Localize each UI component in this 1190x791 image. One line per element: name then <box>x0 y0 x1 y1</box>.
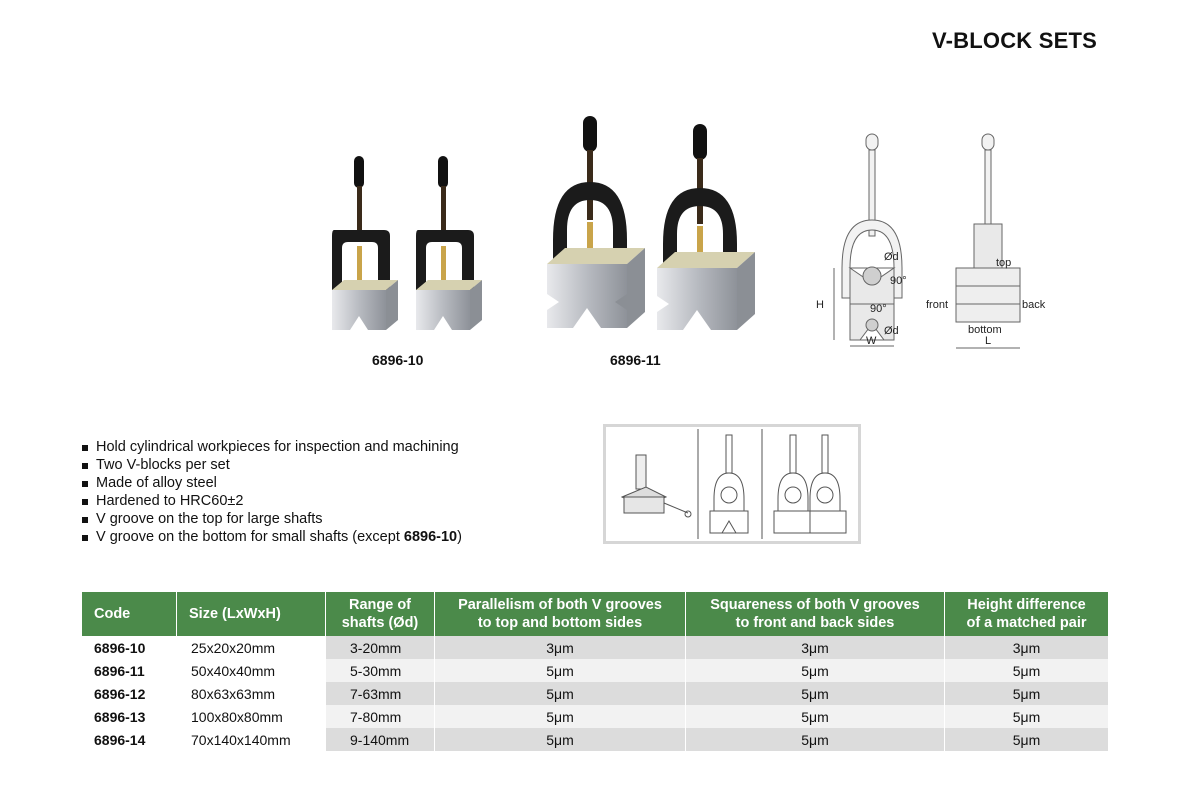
feature-item: Made of alloy steel <box>82 474 462 492</box>
dia-top-label: Ød <box>884 251 899 263</box>
dia-bottom-label: Ød <box>884 325 899 337</box>
side-bottom-label: bottom <box>968 324 1002 336</box>
product-image-6896-11 <box>545 112 655 340</box>
angle-top-label: 90° <box>890 275 907 287</box>
col-squareness: Squareness of both V grooves to front and back sides <box>686 592 945 636</box>
feature-item: Hardened to HRC60±2 <box>82 492 462 510</box>
product-image-6896-10-second <box>412 150 490 338</box>
model-label-6896-10: 6896-10 <box>372 352 424 368</box>
table-row: 6896-12 80x63x63mm 7-63mm 5μm 5μm 5μm <box>82 682 1109 705</box>
col-code: Code <box>82 592 177 636</box>
dim-l-label: L <box>985 335 992 347</box>
table-row: 6896-11 50x40x40mm 5-30mm 5μm 5μm 5μm <box>82 659 1109 682</box>
side-front-label: front <box>926 299 949 311</box>
col-height-diff: Height difference of a matched pair <box>945 592 1109 636</box>
table-header-row <box>82 592 1109 636</box>
feature-item: V groove on the top for large shafts <box>82 510 462 528</box>
usage-sketch <box>606 427 858 541</box>
table-row: 6896-13 100x80x80mm 7-80mm 5μm 5μm 5μm <box>82 705 1109 728</box>
side-back-label: back <box>1022 299 1046 311</box>
dimension-diagram <box>810 128 1060 353</box>
col-range: Range of shafts (Ød) <box>326 592 435 636</box>
feature-list <box>82 438 462 546</box>
usage-illustration <box>603 424 861 544</box>
feature-item: V groove on the bottom for small shafts (except 6896-10) <box>82 528 462 546</box>
product-image-6896-10 <box>328 150 406 338</box>
col-size: Size (LxWxH) <box>177 592 326 636</box>
dim-w-label: W <box>866 335 877 347</box>
dim-h-label: H <box>816 299 824 311</box>
product-image-6896-11-second <box>655 120 765 342</box>
spec-table <box>82 592 1109 751</box>
table-row: 6896-14 70x140x140mm 9-140mm 5μm 5μm 5μm <box>82 728 1109 751</box>
side-top-label: top <box>996 257 1012 269</box>
feature-item: Two V-blocks per set <box>82 456 462 474</box>
col-parallelism: Parallelism of both V grooves to top and bottom sides <box>435 592 686 636</box>
feature-item: Hold cylindrical workpieces for inspection and machining <box>82 438 462 456</box>
model-label-6896-11: 6896-11 <box>610 352 661 368</box>
table-row: 6896-10 25x20x20mm 3-20mm 3μm 3μm 3μm <box>82 636 1109 659</box>
angle-bottom-label: 90° <box>870 303 887 315</box>
page-title: V-BLOCK SETS <box>932 28 1097 53</box>
